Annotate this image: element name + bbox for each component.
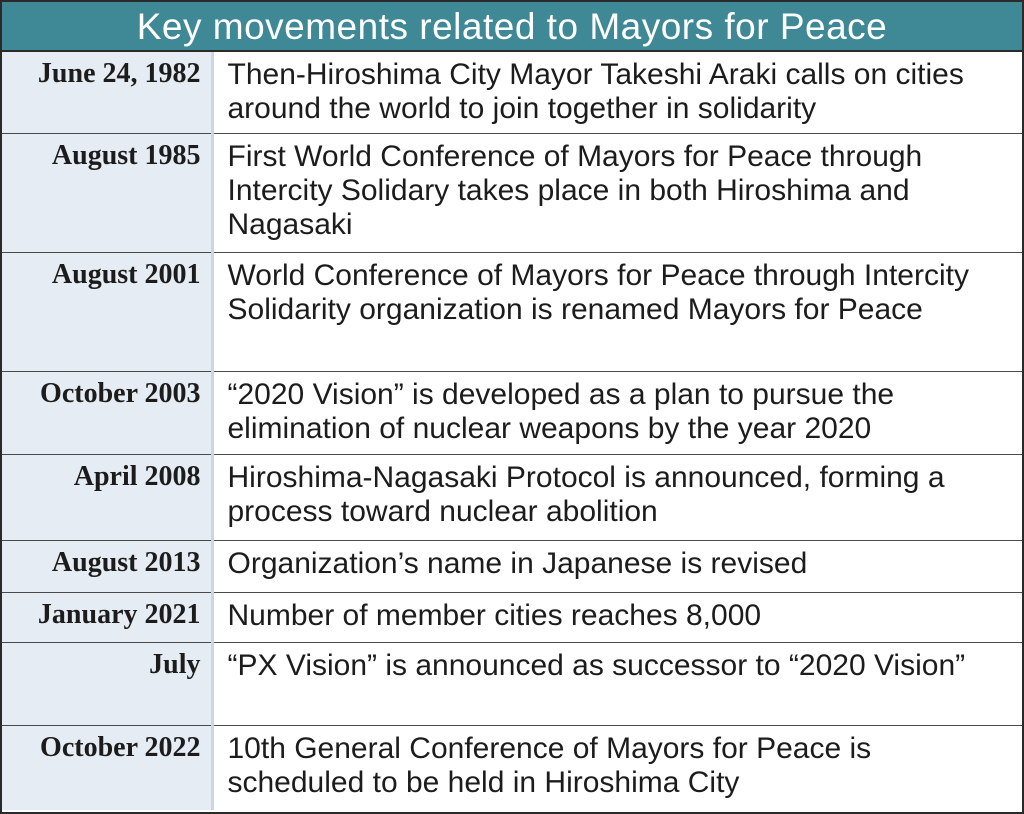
event-date: April 2008 (2, 454, 212, 540)
table-row (2, 642, 1022, 725)
table-row (2, 371, 1022, 454)
event-date: August 1985 (2, 133, 212, 252)
event-date: August 2013 (2, 540, 212, 592)
event-description: Hiroshima-Nagasaki Protocol is announced, forming a process toward nuclear abolition (212, 454, 1022, 540)
event-date: January 2021 (2, 592, 212, 642)
table-row (2, 252, 1022, 371)
event-description: “PX Vision” is announced as successor to “2020 Vision” (212, 642, 1022, 725)
event-date: July (2, 642, 212, 725)
table-row (2, 52, 1022, 133)
table-row (2, 540, 1022, 592)
event-date: October 2022 (2, 725, 212, 810)
table-row (2, 454, 1022, 540)
event-description: “2020 Vision” is developed as a plan to pursue the elimination of nuclear weapons by the year 2020 (212, 371, 1022, 454)
event-date: June 24, 1982 (2, 52, 212, 133)
table-row (2, 133, 1022, 252)
table-row (2, 725, 1022, 810)
event-description: 10th General Conference of Mayors for Peace is scheduled to be held in Hiroshima City (227, 731, 872, 799)
event-date: August 2001 (2, 252, 212, 371)
panel-title: Key movements related to Mayors for Peace (2, 2, 1022, 52)
event-description: Number of member cities reaches 8,000 (212, 592, 1022, 642)
event-description: Organization’s name in Japanese is revised (212, 540, 1022, 592)
event-description: First World Conference of Mayors for Peace through Intercity Solidary takes place in both Hiroshima and Nagasaki (212, 133, 1022, 252)
event-description: Then-Hiroshima City Mayor Takeshi Araki calls on cities around the world to join together in solidarity (212, 52, 1022, 133)
event-date: October 2003 (2, 371, 212, 454)
timeline-table (2, 52, 1022, 810)
event-description: World Conference of Mayors for Peace through Intercity Solidarity organization is renamed Mayors for Peace (212, 252, 1022, 371)
table-row (2, 592, 1022, 642)
